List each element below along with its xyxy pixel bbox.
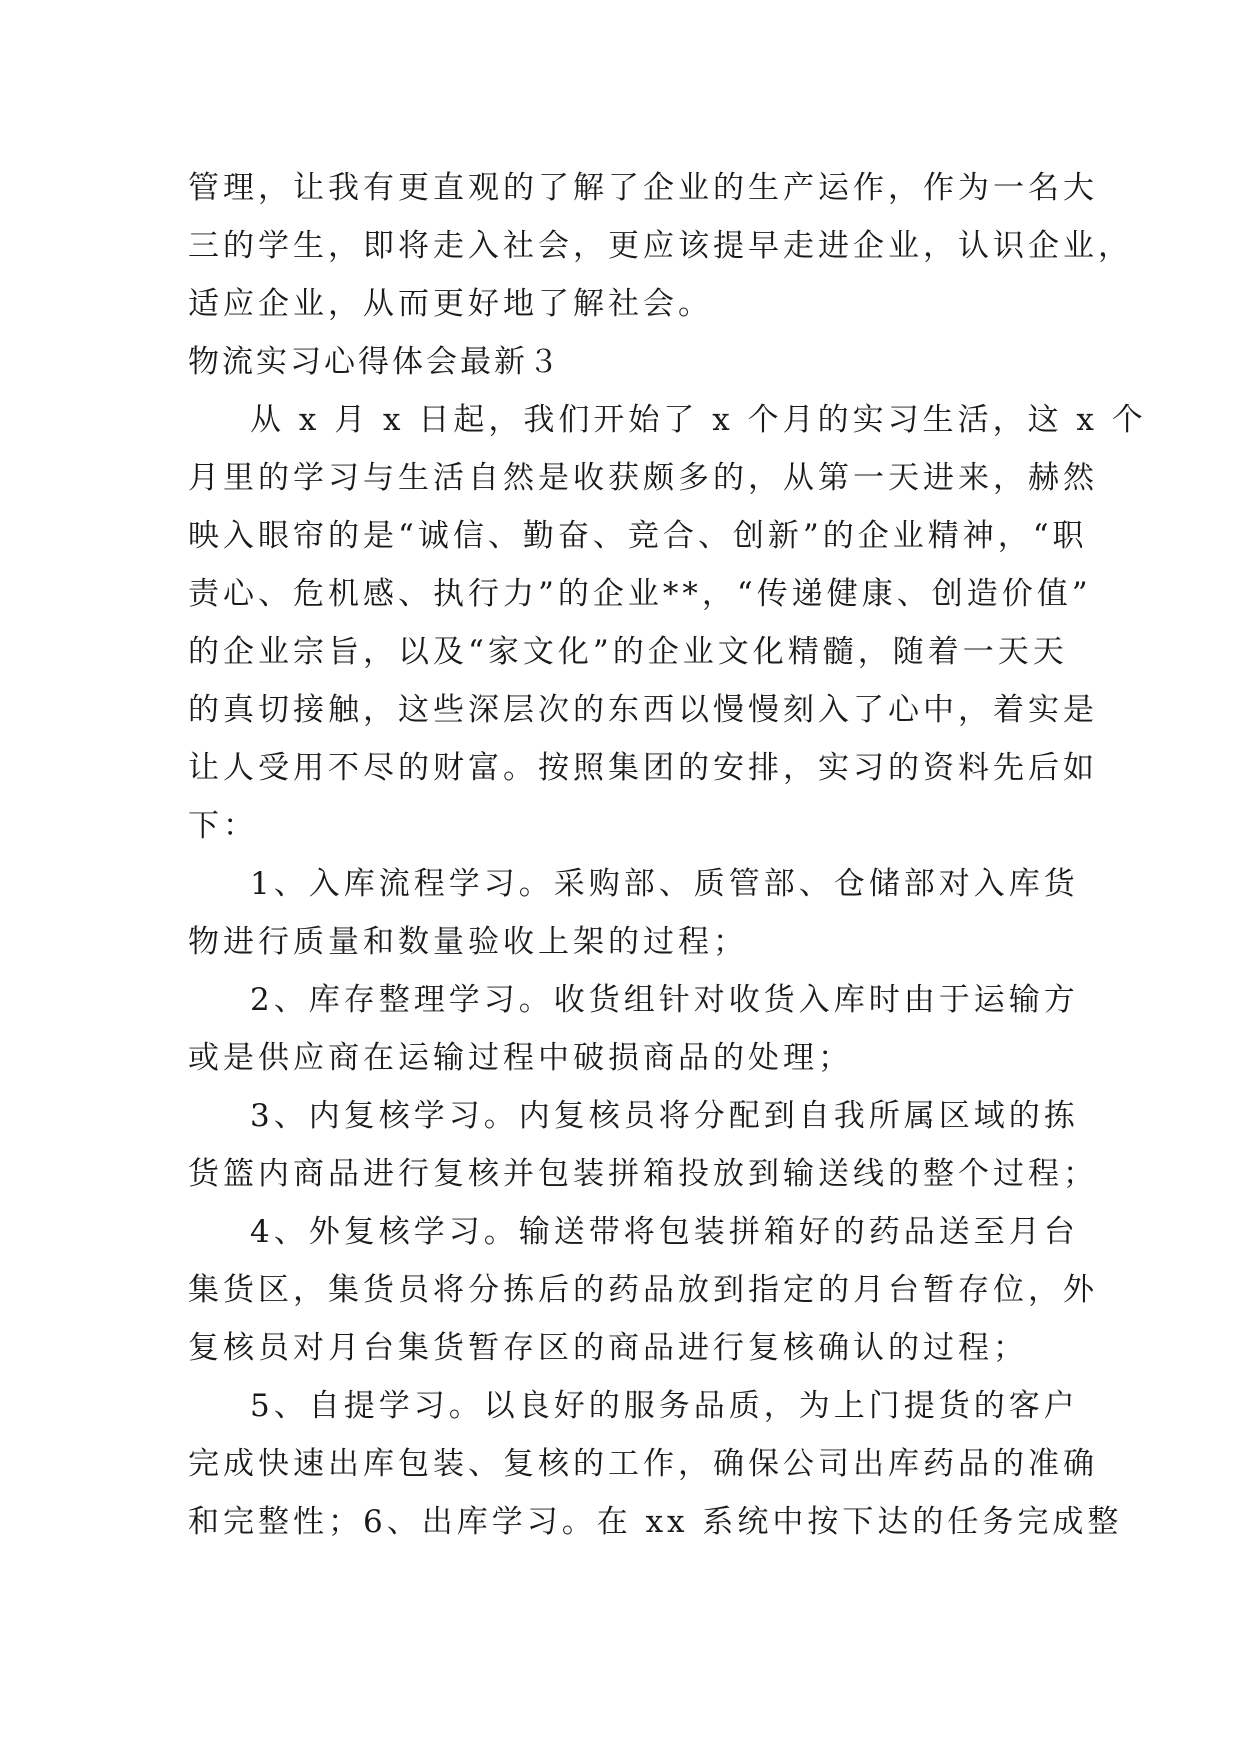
text-line: 下：: [188, 808, 258, 844]
text-line: 让人受用不尽的财富。按照集团的安排，实习的资料先后如: [188, 750, 1098, 786]
paragraph-first-line: 从 x 月 x 日起，我们开始了 x 个月的实习生活，这 x 个: [250, 402, 1147, 438]
list-item-first-line: 4、外复核学习。输送带将包装拼箱好的药品送至月台: [250, 1214, 1079, 1250]
text-line: 集货区，集货员将分拣后的药品放到指定的月台暂存位，外: [188, 1272, 1098, 1308]
text-line: 和完整性；6、出库学习。在 xx 系统中按下达的任务完成整: [188, 1504, 1123, 1540]
section-heading: 物流实习心得体会最新３: [188, 344, 562, 380]
text-line: 映入眼帘的是“诚信、勤奋、竞合、创新”的企业精神，“职: [188, 518, 1088, 554]
text-line: 物进行质量和数量验收上架的过程；: [188, 924, 748, 960]
list-item-first-line: 5、自提学习。以良好的服务品质，为上门提货的客户: [250, 1388, 1079, 1424]
text-line: 货篮内商品进行复核并包装拼箱投放到输送线的整个过程；: [188, 1156, 1098, 1192]
list-item-first-line: 2、库存整理学习。收货组针对收货入库时由于运输方: [250, 982, 1079, 1018]
text-line: 的企业宗旨，以及“家文化”的企业文化精髓，随着一天天: [188, 634, 1068, 670]
text-line: 适应企业，从而更好地了解社会。: [188, 286, 713, 322]
text-line: 复核员对月台集货暂存区的商品进行复核确认的过程；: [188, 1330, 1028, 1366]
list-item-first-line: 3、内复核学习。内复核员将分配到自我所属区域的拣: [250, 1098, 1079, 1134]
list-item-first-line: 1、入库流程学习。采购部、质管部、仓储部对入库货: [250, 866, 1079, 902]
document-page: [188, 159, 1147, 1551]
text-line: 管理，让我有更直观的了解了企业的生产运作，作为一名大: [188, 170, 1098, 206]
text-line: 月里的学习与生活自然是收获颇多的，从第一天进来，赫然: [188, 460, 1098, 496]
text-line: 或是供应商在运输过程中破损商品的处理；: [188, 1040, 853, 1076]
text-line: 责心、危机感、执行力”的企业**，“传递健康、创造价值”: [188, 576, 1092, 612]
text-line: 的真切接触，这些深层次的东西以慢慢刻入了心中，着实是: [188, 692, 1098, 728]
text-line: 三的学生，即将走入社会，更应该提早走进企业，认识企业，: [188, 228, 1133, 264]
text-line: 完成快速出库包装、复核的工作，确保公司出库药品的准确: [188, 1446, 1098, 1482]
